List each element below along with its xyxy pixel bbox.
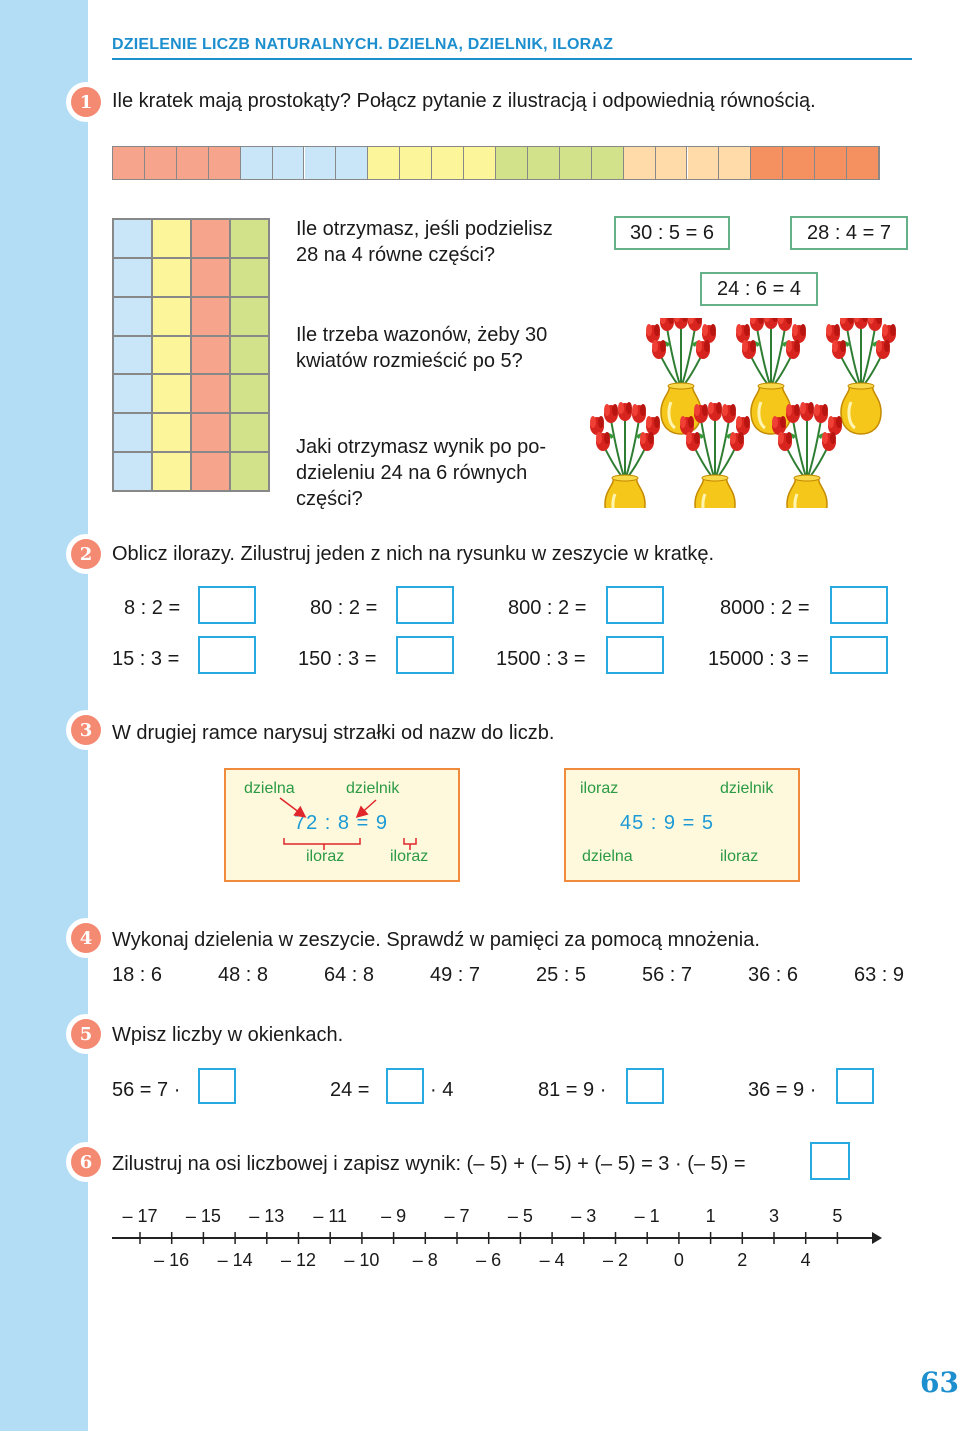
label-iloraz-1: iloraz — [306, 848, 345, 865]
grid-cell — [230, 219, 269, 258]
question-2: Ile trzeba wazonów, żeby 30 kwiatów rozmieścić po 5? — [296, 324, 548, 372]
answer-box[interactable] — [396, 586, 454, 624]
division-item: 25 : 5 — [536, 964, 587, 986]
exercise-4-instruction: Wykonaj dzielenia w zeszycie. Sprawdź w pamięci za pomocą mnożenia. — [112, 929, 760, 951]
fill-box[interactable] — [386, 1068, 424, 1104]
answer-box[interactable] — [830, 636, 888, 674]
label-iloraz: iloraz — [580, 780, 619, 797]
answer-box[interactable] — [606, 586, 664, 624]
division-item: 18 : 6 — [112, 964, 163, 986]
tick-label-even: – 16 — [154, 1250, 190, 1270]
tick-label-even: 0 — [673, 1250, 684, 1270]
grid-cell — [113, 452, 152, 491]
answer-box[interactable] — [830, 586, 888, 624]
fill-box[interactable] — [198, 1068, 236, 1104]
grid-cell — [113, 336, 152, 375]
division-item: 48 : 8 — [218, 964, 269, 986]
fill-expression-3: 81 = 9 · — [538, 1079, 607, 1101]
grid-cell — [191, 452, 230, 491]
page-number: 63 — [920, 1366, 959, 1399]
fill-box[interactable] — [626, 1068, 664, 1104]
exercise-5-instruction: Wpisz liczby w okienkach. — [112, 1024, 344, 1046]
grid-cell — [230, 413, 269, 452]
strip-cell — [464, 147, 496, 179]
tick-label-odd: – 17 — [122, 1206, 158, 1226]
tick-label-even: – 6 — [476, 1250, 502, 1270]
fill-expression-4: 36 = 9 · — [748, 1079, 817, 1101]
tick-label-odd: – 7 — [444, 1206, 470, 1226]
tick-label-odd: – 11 — [313, 1206, 348, 1226]
grid-cell — [230, 336, 269, 375]
number-line[interactable] — [0, 1200, 960, 1290]
answer-box[interactable] — [606, 636, 664, 674]
fill-expression-1: 56 = 7 · — [112, 1079, 181, 1101]
strip-cell — [305, 147, 337, 179]
grid-cell — [191, 336, 230, 375]
strip-cell — [209, 147, 241, 179]
result-box[interactable] — [810, 1142, 850, 1180]
label-dzielna: dzielna — [244, 780, 295, 797]
answer-box[interactable] — [198, 586, 256, 624]
equation-box-3[interactable]: 28 : 4 = 7 — [790, 216, 908, 250]
tick-label-odd: 3 — [768, 1206, 780, 1226]
tick-label-even: – 14 — [217, 1250, 253, 1270]
division-item: 64 : 8 — [324, 964, 375, 986]
grid-cell — [191, 413, 230, 452]
label-dzielnik: dzielnik — [720, 780, 774, 797]
equation-box-1[interactable]: 30 : 5 = 6 — [614, 216, 730, 250]
strip-cell — [273, 147, 305, 179]
label-iloraz: iloraz — [720, 848, 759, 865]
fill-expression-2-suffix: · 4 — [430, 1079, 454, 1101]
answer-box[interactable] — [198, 636, 256, 674]
exercise-2-instruction: Oblicz ilorazy. Zilustruj jeden z nich na rysunku w zeszycie w kratkę. — [112, 543, 715, 565]
strip-cell — [656, 147, 688, 179]
exercise-3-badge: 3 — [66, 710, 106, 750]
strip-cell — [560, 147, 592, 179]
tick-label-odd: – 15 — [185, 1206, 221, 1226]
grid-cell — [152, 413, 191, 452]
grid-cell — [113, 413, 152, 452]
strip-cell — [368, 147, 400, 179]
label-dzielnik: dzielnik — [346, 780, 400, 797]
tick-label-odd: – 3 — [571, 1206, 597, 1226]
exercise-6-badge: 6 — [66, 1142, 106, 1182]
strip-cell — [496, 147, 528, 179]
division-item: 56 : 7 — [642, 964, 693, 986]
tick-label-even: – 10 — [344, 1250, 380, 1270]
strip-cell — [336, 147, 368, 179]
division-1500-3: 1500 : 3 = — [496, 648, 586, 670]
label-iloraz-2: iloraz — [390, 848, 429, 865]
tick-label-odd: 1 — [705, 1206, 716, 1226]
question-1: Ile otrzymasz, jeśli podzielisz 28 na 4 równe części? — [296, 218, 553, 266]
tick-label-even: – 4 — [539, 1250, 565, 1270]
example-arrows — [224, 768, 460, 882]
division-80-2: 80 : 2 = — [310, 597, 378, 619]
tick-label-odd: – 13 — [249, 1206, 285, 1226]
strip-cell — [241, 147, 273, 179]
division-8000-2: 8000 : 2 = — [720, 597, 810, 619]
label-dzielna: dzielna — [582, 848, 633, 865]
grid-cell — [230, 258, 269, 297]
answer-box[interactable] — [396, 636, 454, 674]
flower-vases-illustration — [585, 318, 915, 508]
grid-cell — [152, 297, 191, 336]
grid-cell — [230, 452, 269, 491]
tick-label-even: – 8 — [412, 1250, 438, 1270]
strip-cell — [751, 147, 783, 179]
grid-cell — [113, 374, 152, 413]
division-15-3: 15 : 3 = — [112, 648, 180, 670]
exercise-6-instruction: Zilustruj na osi liczbowej i zapisz wynik: (– 5) + (– 5) + (– 5) = 3 · (– 5) = — [112, 1153, 746, 1175]
division-15000-3: 15000 : 3 = — [708, 648, 809, 670]
strip-cell — [113, 147, 145, 179]
strip-cell — [432, 147, 464, 179]
equation-box-2[interactable]: 24 : 6 = 4 — [700, 272, 818, 306]
strip-cell — [145, 147, 177, 179]
example-equation: 72 : 8 = 9 — [294, 812, 388, 834]
grid-cell — [113, 219, 152, 258]
strip-cell — [624, 147, 656, 179]
strip-cell — [719, 147, 751, 179]
strip-cell — [815, 147, 847, 179]
question-3: Jaki otrzymasz wynik po po- dzieleniu 24 na 6 równych części? — [296, 436, 547, 510]
grid-cell — [152, 374, 191, 413]
exercise-equation: 45 : 9 = 5 — [620, 812, 714, 834]
tick-label-odd: – 9 — [381, 1206, 407, 1226]
grid-cell — [191, 297, 230, 336]
grid-cell — [191, 374, 230, 413]
exercise-2-badge: 2 — [66, 534, 106, 574]
strip-cell — [592, 147, 624, 179]
strip-cell — [400, 147, 432, 179]
colored-grid — [112, 218, 270, 492]
tick-label-odd: – 5 — [507, 1206, 533, 1226]
grid-cell — [152, 452, 191, 491]
tick-label-even: 4 — [800, 1250, 811, 1270]
grid-cell — [191, 258, 230, 297]
strip-cell — [688, 147, 720, 179]
division-item: 63 : 9 — [854, 964, 905, 986]
fill-box[interactable] — [836, 1068, 874, 1104]
grid-cell — [113, 258, 152, 297]
strip-cell — [783, 147, 815, 179]
strip-cell — [847, 147, 879, 179]
exercise-1-instruction: Ile kratek mają prostokąty? Połącz pytanie z ilustracją i odpowiednią równością. — [112, 90, 816, 112]
grid-cell — [230, 374, 269, 413]
tick-label-even: – 12 — [280, 1250, 317, 1270]
colored-strip — [112, 146, 880, 180]
division-item: 49 : 7 — [430, 964, 481, 986]
fill-expression-2: 24 = — [330, 1079, 370, 1101]
grid-cell — [191, 219, 230, 258]
tick-label-even: 2 — [737, 1250, 748, 1270]
division-150-3: 150 : 3 = — [298, 648, 377, 670]
division-8-2: 8 : 2 = — [124, 597, 181, 619]
grid-cell — [152, 219, 191, 258]
strip-cell — [177, 147, 209, 179]
division-item: 36 : 6 — [748, 964, 799, 986]
tick-label-odd: – 1 — [634, 1206, 660, 1226]
exercise-3-instruction: W drugiej ramce narysuj strzałki od nazw do liczb. — [112, 722, 555, 744]
division-800-2: 800 : 2 = — [508, 597, 587, 619]
grid-cell — [230, 297, 269, 336]
grid-cell — [152, 336, 191, 375]
strip-cell — [528, 147, 560, 179]
title-underline — [112, 58, 912, 60]
grid-cell — [113, 297, 152, 336]
exercise-5-badge: 5 — [66, 1014, 106, 1054]
grid-cell — [152, 258, 191, 297]
tick-label-even: – 2 — [602, 1250, 629, 1270]
tick-label-odd: 5 — [832, 1206, 843, 1226]
exercise-4-badge: 4 — [66, 918, 106, 958]
page-title: DZIELENIE LICZB NATURALNYCH. DZIELNA, DZIELNIK, ILORAZ — [112, 36, 614, 53]
exercise-1-badge: 1 — [66, 82, 106, 122]
